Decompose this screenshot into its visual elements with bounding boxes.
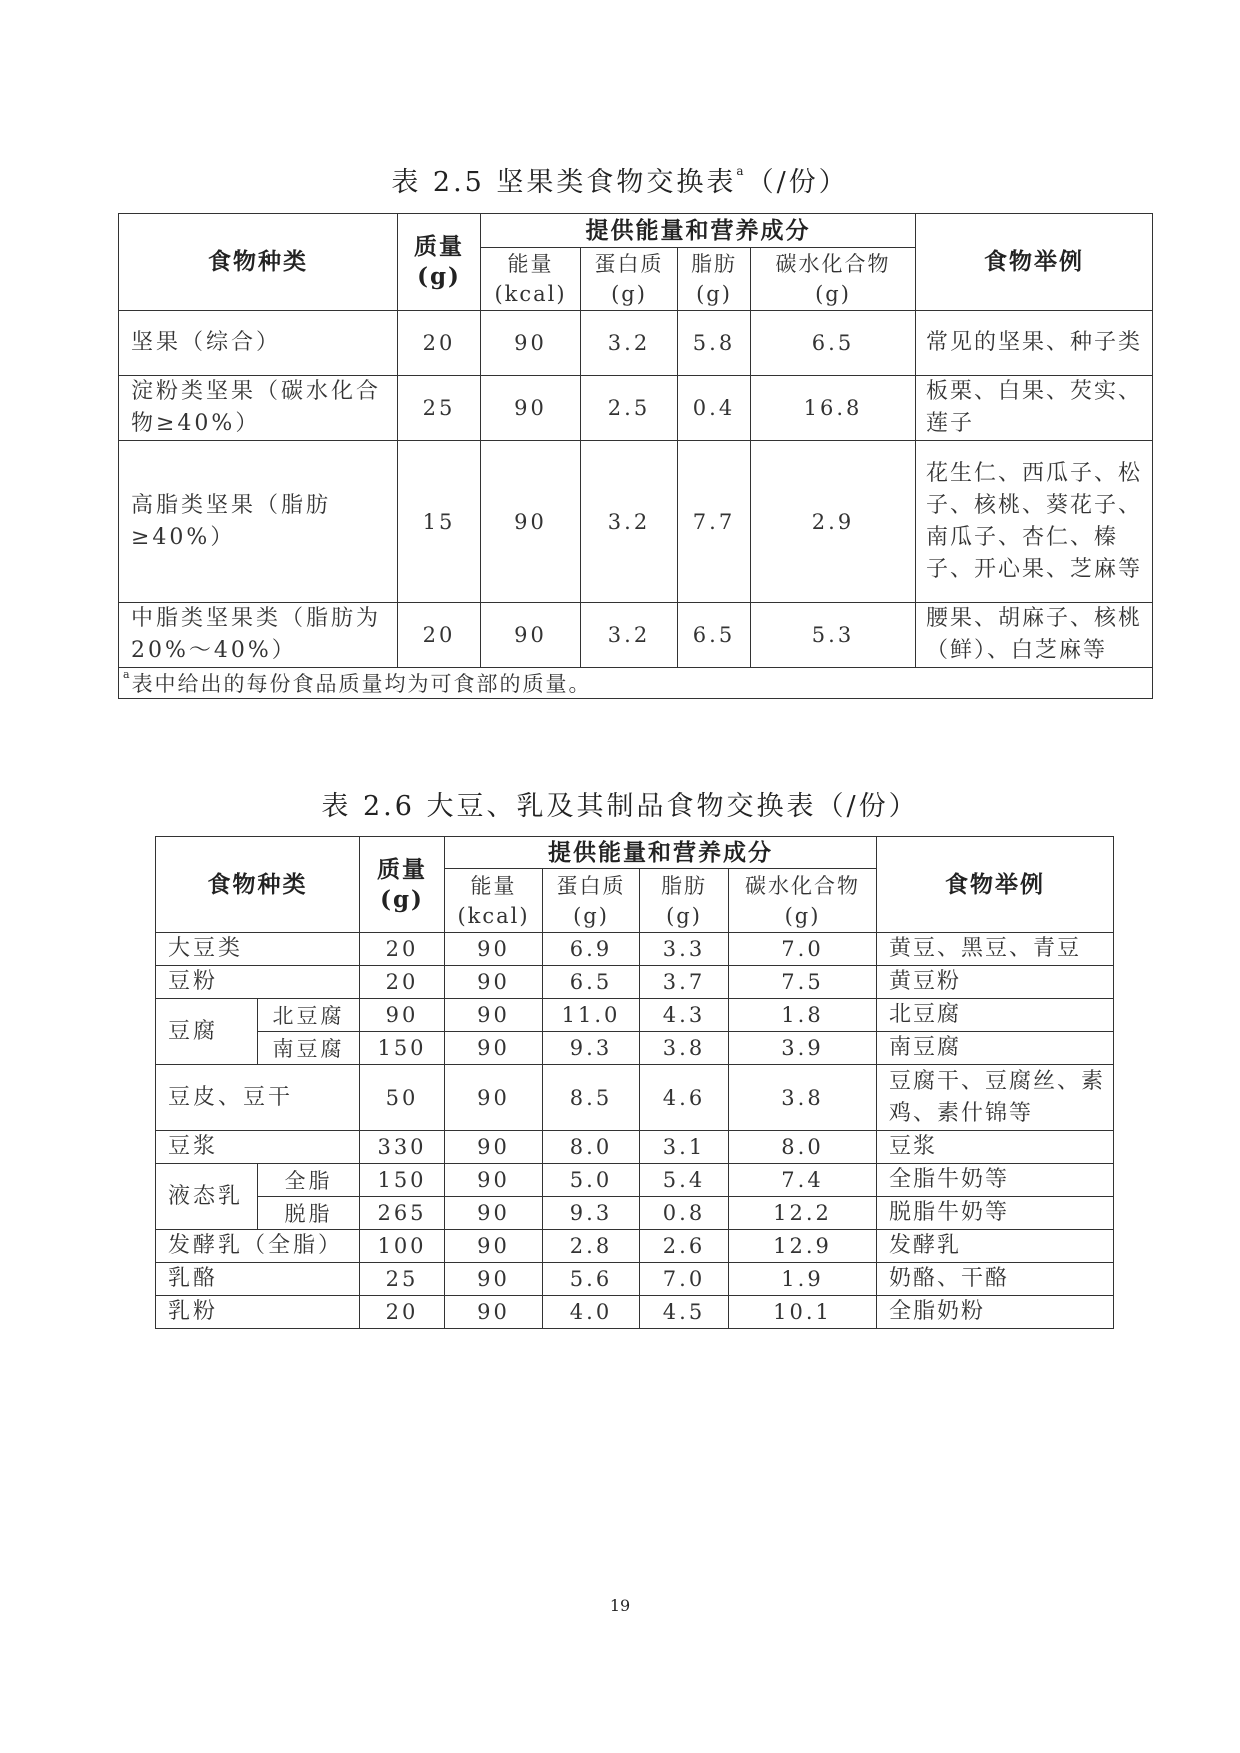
header-carb-label: 碳水化合物 — [745, 873, 860, 898]
header-fat — [640, 869, 729, 933]
table-2-6-caption: 表 2.6 大豆、乳及其制品食物交换表（/份） — [321, 791, 919, 822]
header-mass-label: 质量 — [377, 855, 427, 883]
fat-value: 5.4 — [640, 1164, 729, 1197]
protein-value: 8.5 — [543, 1065, 640, 1131]
footnote-mark: a — [123, 668, 132, 681]
table-row — [156, 933, 1114, 966]
header-fat-label: 脂肪 — [661, 873, 707, 898]
table-row — [156, 1197, 1114, 1230]
carb-value: 7.0 — [729, 933, 877, 966]
fat-value: 3.8 — [640, 1032, 729, 1065]
food-examples: 常见的坚果、种子类 — [916, 311, 1153, 376]
protein-value: 3.2 — [581, 603, 678, 668]
caption-suffix: （/份） — [746, 167, 849, 198]
header-fat-unit: (g) — [666, 903, 702, 928]
food-examples: 南豆腐 — [877, 1032, 1114, 1065]
food-name: 中脂类坚果类（脂肪为20%～40%） — [119, 603, 398, 668]
mass-value: 25 — [360, 1263, 445, 1296]
header-nutrition-group: 提供能量和营养成分 — [481, 214, 916, 248]
table-row — [156, 1263, 1114, 1296]
table-row — [156, 1032, 1114, 1065]
carb-value: 10.1 — [729, 1296, 877, 1329]
food-group-name: 豆腐 — [156, 999, 258, 1065]
protein-value: 11.0 — [543, 999, 640, 1032]
food-examples: 奶酪、干酪 — [877, 1263, 1114, 1296]
carb-value: 16.8 — [751, 376, 916, 441]
footnote-row — [119, 668, 1153, 699]
table-row — [156, 1164, 1114, 1197]
carb-value: 6.5 — [751, 311, 916, 376]
food-examples: 花生仁、西瓜子、松子、核桃、葵花子、南瓜子、杏仁、榛子、开心果、芝麻等 — [916, 441, 1153, 603]
header-protein-unit: (g) — [573, 903, 609, 928]
energy-value: 90 — [445, 999, 543, 1032]
protein-value: 5.0 — [543, 1164, 640, 1197]
header-mass — [360, 837, 445, 933]
mass-value: 150 — [360, 1032, 445, 1065]
header-row — [119, 214, 1153, 248]
mass-value: 50 — [360, 1065, 445, 1131]
mass-value: 20 — [398, 311, 481, 376]
header-protein-unit: (g) — [611, 282, 647, 306]
food-examples: 北豆腐 — [877, 999, 1114, 1032]
header-carb-unit: (g) — [784, 903, 821, 928]
header-mass-unit: (g) — [417, 263, 461, 290]
header-row — [156, 837, 1114, 869]
header-energy — [445, 869, 543, 933]
header-protein — [543, 869, 640, 933]
food-examples: 板栗、白果、芡实、莲子 — [916, 376, 1153, 441]
mass-value: 20 — [398, 603, 481, 668]
header-protein-label: 蛋白质 — [594, 252, 664, 276]
protein-value: 3.2 — [581, 311, 678, 376]
fat-value: 4.3 — [640, 999, 729, 1032]
protein-value: 5.6 — [543, 1263, 640, 1296]
table-row — [156, 1230, 1114, 1263]
fat-value: 0.8 — [640, 1197, 729, 1230]
mass-value: 150 — [360, 1164, 445, 1197]
header-energy-unit: (kcal) — [457, 903, 530, 928]
energy-value: 90 — [445, 1065, 543, 1131]
mass-value: 330 — [360, 1131, 445, 1164]
fat-value: 7.7 — [678, 441, 751, 603]
carb-value: 8.0 — [729, 1131, 877, 1164]
protein-value: 6.9 — [543, 933, 640, 966]
energy-value: 90 — [481, 311, 581, 376]
table-row — [119, 376, 1153, 441]
fat-value: 0.4 — [678, 376, 751, 441]
food-name: 豆粉 — [156, 966, 360, 999]
fat-value: 4.6 — [640, 1065, 729, 1131]
food-examples: 发酵乳 — [877, 1230, 1114, 1263]
header-protein — [581, 248, 678, 311]
fat-value: 7.0 — [640, 1263, 729, 1296]
protein-value: 2.8 — [543, 1230, 640, 1263]
fat-value: 5.8 — [678, 311, 751, 376]
energy-value: 90 — [445, 1032, 543, 1065]
food-subtype-name: 北豆腐 — [258, 999, 360, 1032]
carb-value: 7.4 — [729, 1164, 877, 1197]
carb-value: 1.8 — [729, 999, 877, 1032]
energy-value: 90 — [445, 966, 543, 999]
fat-value: 3.1 — [640, 1131, 729, 1164]
mass-value: 20 — [360, 966, 445, 999]
food-examples: 腰果、胡麻子、核桃（鲜）、白芝麻等 — [916, 603, 1153, 668]
caption-text: 表 2.5 坚果类食物交换表 — [391, 167, 737, 198]
table-row — [119, 603, 1153, 668]
protein-value: 6.5 — [543, 966, 640, 999]
protein-value: 9.3 — [543, 1032, 640, 1065]
fat-value: 3.3 — [640, 933, 729, 966]
food-name: 高脂类坚果（脂肪≥40%） — [119, 441, 398, 603]
carb-value: 1.9 — [729, 1263, 877, 1296]
header-food-type: 食物种类 — [156, 837, 360, 933]
food-name: 乳粉 — [156, 1296, 360, 1329]
table-footnote — [119, 668, 1153, 699]
carb-value: 5.3 — [751, 603, 916, 668]
food-name: 发酵乳（全脂） — [156, 1230, 360, 1263]
mass-value: 90 — [360, 999, 445, 1032]
food-subtype-name: 全脂 — [258, 1164, 360, 1197]
table-row — [119, 311, 1153, 376]
footnote-text: 表中给出的每份食品质量均为可食部的质量。 — [131, 672, 592, 696]
fat-value: 2.6 — [640, 1230, 729, 1263]
header-examples: 食物举例 — [916, 214, 1153, 311]
mass-value: 25 — [398, 376, 481, 441]
food-name: 乳酪 — [156, 1263, 360, 1296]
mass-value: 15 — [398, 441, 481, 603]
food-examples: 全脂奶粉 — [877, 1296, 1114, 1329]
header-carb-label: 碳水化合物 — [775, 252, 891, 276]
carb-value: 2.9 — [751, 441, 916, 603]
carb-value: 3.8 — [729, 1065, 877, 1131]
table-row — [156, 1065, 1114, 1131]
food-examples: 黄豆、黑豆、青豆 — [877, 933, 1114, 966]
mass-value: 20 — [360, 933, 445, 966]
table-row — [156, 966, 1114, 999]
food-subtype-name: 脱脂 — [258, 1197, 360, 1230]
protein-value: 8.0 — [543, 1131, 640, 1164]
food-name: 豆浆 — [156, 1131, 360, 1164]
food-examples: 黄豆粉 — [877, 966, 1114, 999]
header-nutrition-group: 提供能量和营养成分 — [445, 837, 877, 869]
fat-value: 3.7 — [640, 966, 729, 999]
table-2-5-caption — [0, 160, 1240, 199]
table-row — [119, 441, 1153, 603]
mass-value: 265 — [360, 1197, 445, 1230]
food-name: 豆皮、豆干 — [156, 1065, 360, 1131]
energy-value: 90 — [481, 441, 581, 603]
food-subtype-name: 南豆腐 — [258, 1032, 360, 1065]
protein-value: 9.3 — [543, 1197, 640, 1230]
header-fat-unit: (g) — [696, 282, 732, 306]
caption-footnote-mark: a — [736, 164, 747, 178]
table-row — [156, 1131, 1114, 1164]
food-examples: 豆浆 — [877, 1131, 1114, 1164]
fat-value: 4.5 — [640, 1296, 729, 1329]
energy-value: 90 — [445, 1131, 543, 1164]
header-energy-label: 能量 — [470, 873, 517, 898]
header-mass-unit: (g) — [380, 885, 424, 913]
header-energy-label: 能量 — [507, 252, 554, 276]
food-group-name: 液态乳 — [156, 1164, 258, 1230]
header-fat — [678, 248, 751, 311]
header-carb-unit: (g) — [815, 282, 851, 306]
carb-value: 7.5 — [729, 966, 877, 999]
table-row — [156, 999, 1114, 1032]
energy-value: 90 — [445, 1296, 543, 1329]
mass-value: 100 — [360, 1230, 445, 1263]
carb-value: 3.9 — [729, 1032, 877, 1065]
energy-value: 90 — [445, 1197, 543, 1230]
protein-value: 4.0 — [543, 1296, 640, 1329]
food-name: 坚果（综合） — [119, 311, 398, 376]
header-carb — [751, 248, 916, 311]
food-examples: 全脂牛奶等 — [877, 1164, 1114, 1197]
header-food-type: 食物种类 — [119, 214, 398, 311]
carb-value: 12.2 — [729, 1197, 877, 1230]
mass-value: 20 — [360, 1296, 445, 1329]
food-examples: 豆腐干、豆腐丝、素鸡、素什锦等 — [877, 1065, 1114, 1131]
energy-value: 90 — [481, 603, 581, 668]
food-name: 淀粉类坚果（碳水化合物≥40%） — [119, 376, 398, 441]
header-protein-label: 蛋白质 — [556, 873, 626, 898]
energy-value: 90 — [481, 376, 581, 441]
header-mass — [398, 214, 481, 311]
energy-value: 90 — [445, 1263, 543, 1296]
soy-dairy-exchange-table — [155, 836, 1114, 1329]
header-energy-unit: (kcal) — [494, 282, 567, 306]
header-examples: 食物举例 — [877, 837, 1114, 933]
header-carb — [729, 869, 877, 933]
protein-value: 3.2 — [581, 441, 678, 603]
food-name: 大豆类 — [156, 933, 360, 966]
nut-exchange-table — [118, 213, 1153, 699]
food-examples: 脱脂牛奶等 — [877, 1197, 1114, 1230]
energy-value: 90 — [445, 1230, 543, 1263]
carb-value: 12.9 — [729, 1230, 877, 1263]
header-fat-label: 脂肪 — [691, 252, 737, 276]
energy-value: 90 — [445, 933, 543, 966]
fat-value: 6.5 — [678, 603, 751, 668]
protein-value: 2.5 — [581, 376, 678, 441]
page-number: 19 — [609, 1596, 631, 1615]
header-mass-label: 质量 — [414, 233, 464, 260]
energy-value: 90 — [445, 1164, 543, 1197]
header-energy — [481, 248, 581, 311]
table-row — [156, 1296, 1114, 1329]
